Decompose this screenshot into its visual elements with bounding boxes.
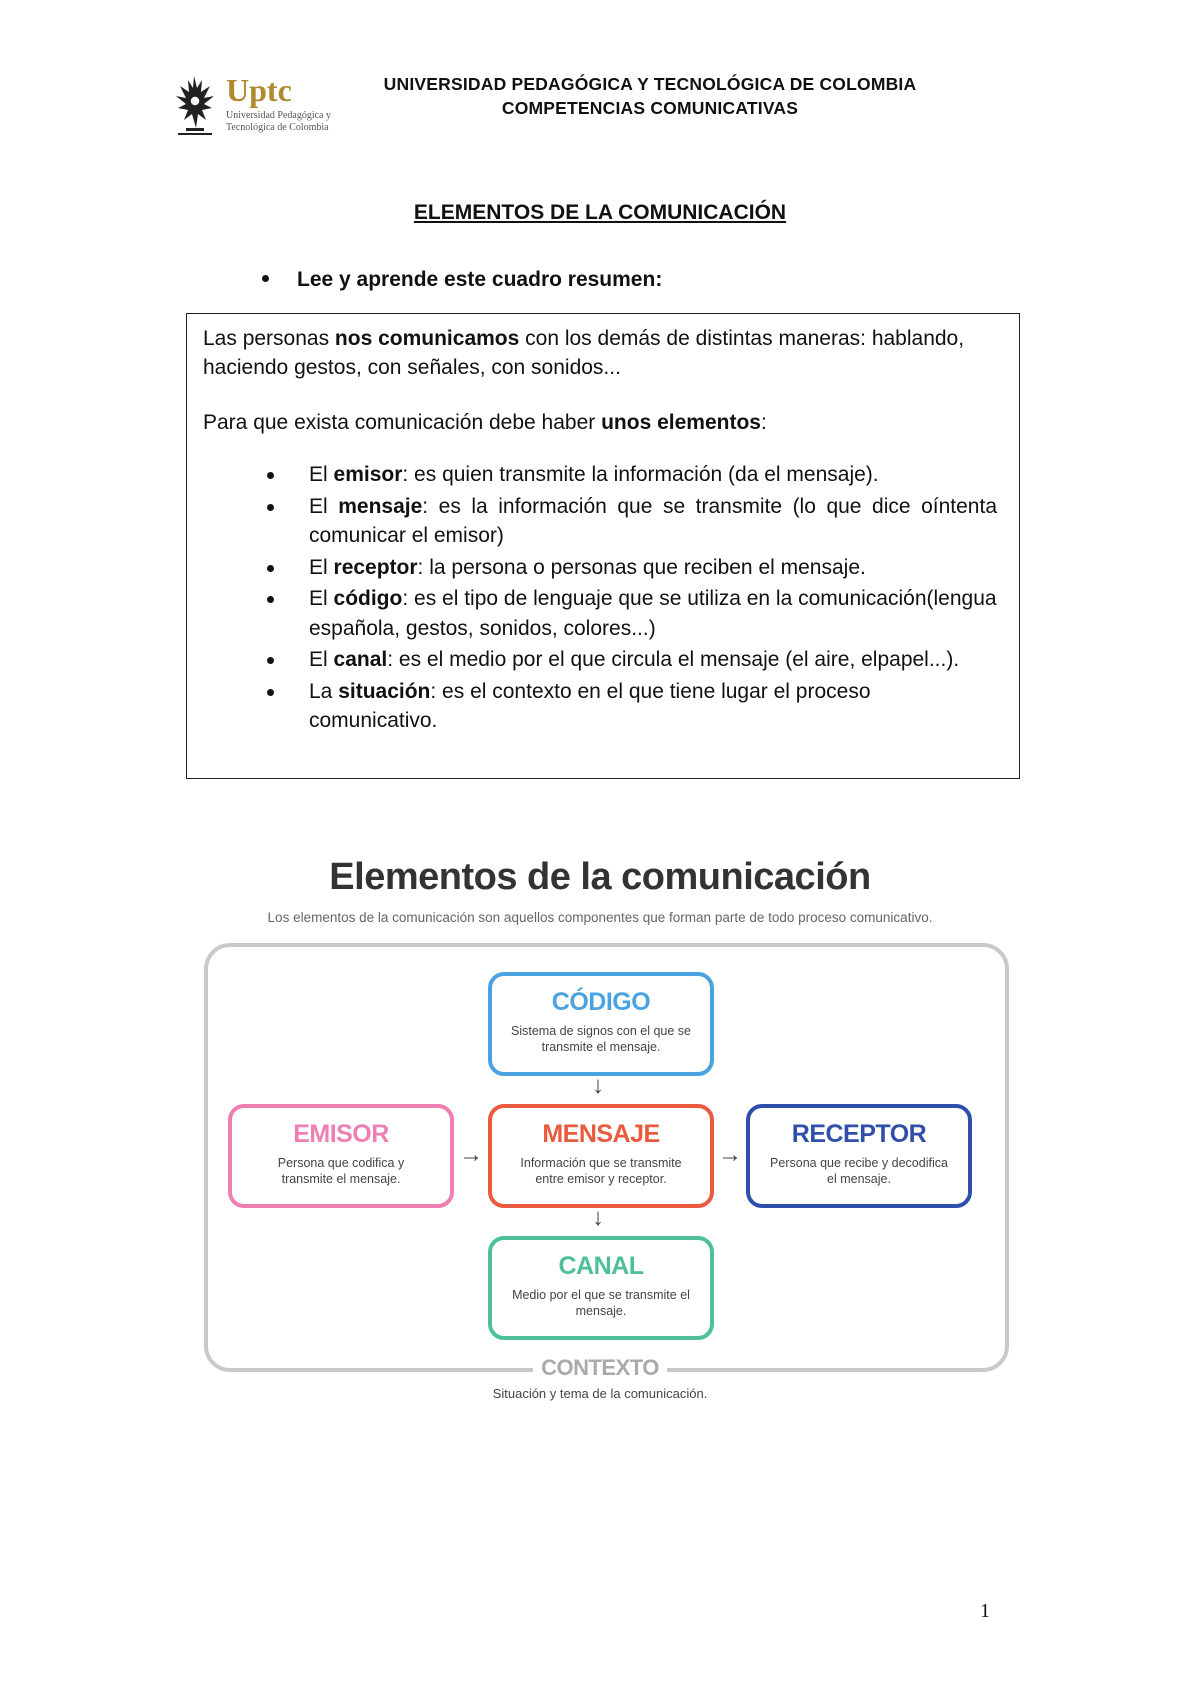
node-mensaje [488, 1104, 714, 1208]
logo-subtitle-1: Universidad Pedagógica y [226, 110, 331, 121]
page-title: ELEMENTOS DE LA COMUNICACIÓN [413, 201, 787, 224]
term: mensaje [338, 494, 423, 518]
node-receptor [746, 1104, 972, 1208]
node-description: Medio por el que se transmite el mensaje. [512, 1288, 690, 1318]
text-span: con los demás de distintas maneras: hablando, haciendo gestos, con señales, con sonidos... [203, 327, 965, 379]
node-title: CANAL [558, 1252, 644, 1280]
list-item-canal [267, 645, 997, 675]
node-title: EMISOR [293, 1120, 389, 1148]
term: código [333, 587, 403, 610]
intro-bullet [262, 268, 662, 292]
text-span: : es el contexto en el que tiene lugar el proceso comunicativo. [309, 679, 871, 732]
node-description: Persona que recibe y decodifica el mensaje. [770, 1156, 948, 1186]
header-course-name: COMPETENCIAS COMUNICATIVAS [501, 98, 799, 118]
term: canal [333, 648, 388, 671]
arrow-down-icon: ↓ [592, 1072, 604, 1099]
text-span: El [309, 555, 334, 579]
text-span: : es quien transmite la información (da el mensaje). [402, 463, 879, 486]
term: emisor [333, 463, 403, 486]
list-item-mensaje [267, 492, 997, 551]
context-title: CONTEXTO [533, 1355, 667, 1380]
term: receptor [333, 555, 418, 579]
emphasis: nos comunicamos [334, 327, 520, 350]
intro-text: Lee y aprende este cuadro resumen: [297, 268, 663, 291]
page-number: 1 [980, 1600, 990, 1622]
node-title: MENSAJE [542, 1120, 660, 1148]
summary-paragraph-1 [203, 324, 1003, 382]
elements-list [267, 460, 997, 738]
text-span: : la persona o personas que reciben el mensaje. [417, 555, 866, 579]
arrow-down-icon: ↓ [592, 1204, 604, 1231]
bullet-icon [262, 275, 269, 282]
node-description: Información que se transmite entre emisor y receptor. [520, 1156, 682, 1186]
node-codigo [488, 972, 714, 1076]
text-span: Las personas [203, 327, 335, 350]
node-description: Persona que codifica y transmite el mensaje. [277, 1156, 405, 1186]
text-span: La [309, 679, 339, 703]
context-description: Situación y tema de la comunicación. [492, 1386, 708, 1401]
text-span: El [309, 648, 334, 671]
node-description: Sistema de signos con el que se transmite el mensaje. [511, 1024, 691, 1054]
text-span: El [309, 463, 334, 486]
list-item-receptor [267, 553, 997, 583]
logo-wordmark: Uptc [226, 72, 292, 108]
arrow-right-icon: → [459, 1141, 483, 1168]
text-span: El [309, 494, 339, 518]
infographic-title: Elementos de la comunicación [329, 856, 871, 898]
text-span: : es el medio por el que circula el mensaje (el aire, elpapel...). [387, 648, 960, 671]
infographic-subtitle: Los elementos de la comunicación son aquellos componentes que forman parte de todo proceso comunicativo. [267, 910, 933, 925]
node-title: RECEPTOR [791, 1120, 927, 1148]
summary-paragraph-2 [203, 408, 767, 437]
emphasis: unos elementos [601, 411, 761, 434]
text-span: : es la información que se transmite (lo que dice oíntenta comunicar el emisor) [309, 494, 997, 547]
term: situación [338, 679, 431, 703]
list-item-emisor [267, 460, 997, 490]
logo-subtitle-2: Tecnológica de Colombia [226, 122, 329, 133]
arrow-right-icon: → [718, 1141, 742, 1168]
text-span: Para que exista comunicación debe haber [203, 411, 602, 434]
node-emisor [228, 1104, 454, 1208]
summary-box [186, 313, 1020, 779]
list-item-situacion [267, 677, 997, 736]
node-title: CÓDIGO [551, 988, 651, 1016]
text-span: : [760, 411, 767, 434]
text-span: : es el tipo de lenguaje que se utiliza en la comunicación(lengua española, gestos, sonidos, colores...) [309, 587, 997, 640]
text-span: El [309, 587, 334, 610]
header-university-name: UNIVERSIDAD PEDAGÓGICA Y TECNOLÓGICA DE COLOMBIA [383, 74, 917, 94]
node-canal [488, 1236, 714, 1340]
list-item-codigo [267, 584, 997, 643]
